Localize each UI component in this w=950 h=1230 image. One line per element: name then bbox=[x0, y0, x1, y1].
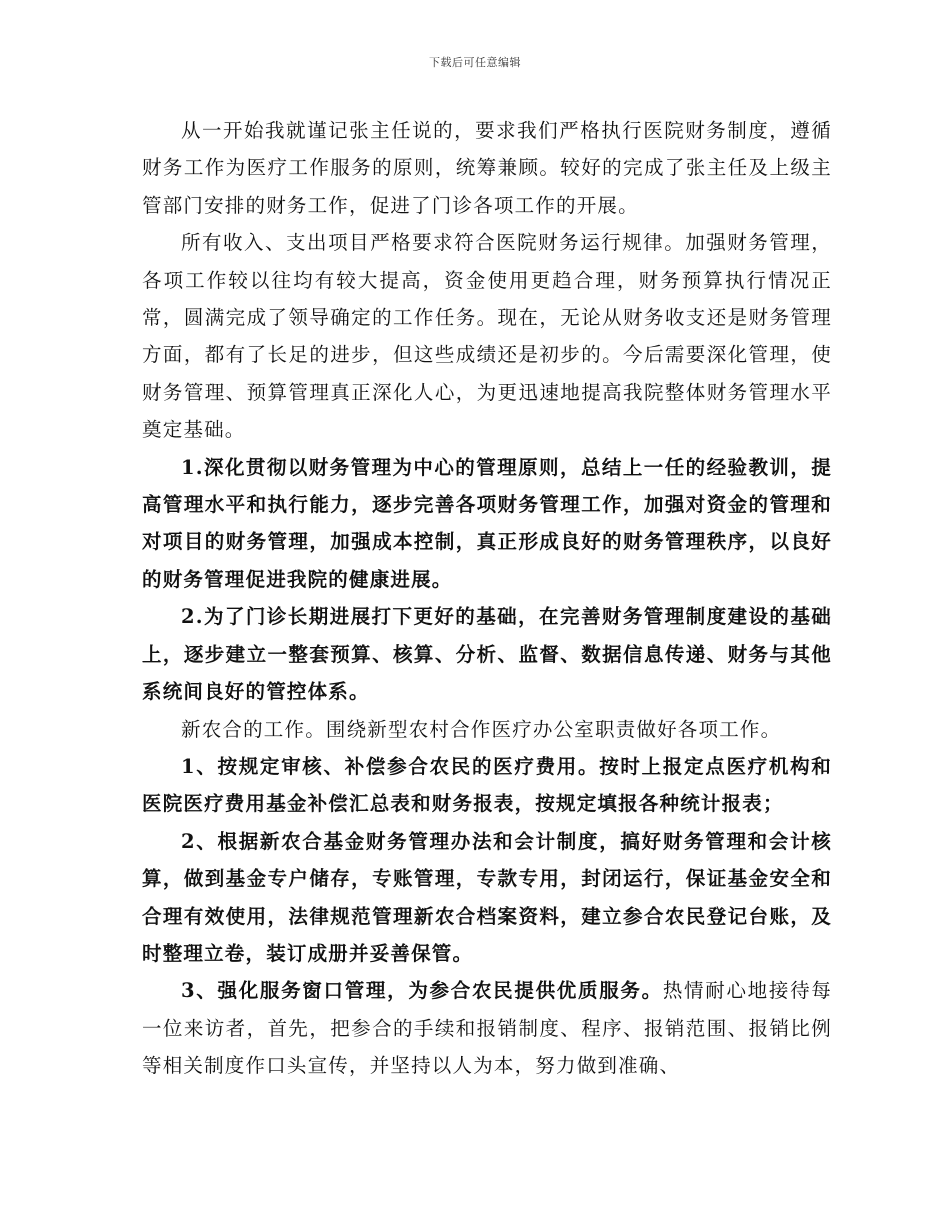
paragraph-ncms-2: 2、根据新农合基金财务管理办法和会计制度，搞好财务管理和会计核算，做到基金专户储存，专账管理，专款专用，封闭运行，保证基金安全和合理有效使用，法律规范管理新农合档案资料，建立参合农民登记台账，及时整理立卷，装订成册并妥善保管。 bbox=[142, 829, 832, 965]
paragraph-ncms-intro: 新农合的工作。围绕新型农村合作医疗办公室职责做好各项工作。 bbox=[181, 717, 782, 741]
paragraph-ncms-3-heading: 3、强化服务窗口管理，为参合农民提供优质服务。 bbox=[181, 979, 663, 1003]
paragraph-item-1: 1.深化贯彻以财务管理为中心的管理原则，总结上一任的经验教训，提高管理水平和执行能力，逐步完善各项财务管理工作，加强对资金的管理和对项目的财务管理，加强成本控制，真正形成良好的财务管理秩序，以良好的财务管理促进我院的健康进展。 bbox=[142, 455, 832, 591]
header-note: 下载后可任意编辑 bbox=[429, 56, 521, 69]
paragraph-ncms-1: 1、按规定审核、补偿参合农民的医疗费用。按时上报定点医疗机构和医院医疗费用基金补偿汇总表和财务报表，按规定填报各种统计报表； bbox=[142, 754, 832, 816]
paragraph-ncms-3-body: 热情耐心地接待每一位来访者，首先，把参合的手续和报销制度、程序、报销范围、报销比例等相关制度作口头宣传，并坚持以人为本，努力做到准确、 bbox=[142, 979, 832, 1078]
paragraph-1: 从一开始我就谨记张主任说的，要求我们严格执行医院财务制度，遵循财务工作为医疗工作服务的原则，统筹兼顾。较好的完成了张主任及上级主管部门安排的财务工作，促进了门诊各项工作的开展。 bbox=[142, 119, 832, 217]
paragraph-2: 所有收入、支出项目严格要求符合医院财务运行规律。加强财务管理，各项工作较以往均有较大提高，资金使用更趋合理，财务预算执行情况正常，圆满完成了领导确定的工作任务。现在，无论从财务收支还是财务管理方面，都有了长足的进步，但这些成绩还是初步的。今后需要深化管理，使财务管理、预算管理真正深化人心，为更迅速地提高我院整体财务管理水平奠定基础。 bbox=[142, 231, 832, 442]
paragraph-ncms-3 bbox=[142, 972, 832, 1084]
document-body bbox=[142, 112, 832, 1085]
paragraph-item-2: 2.为了门诊长期进展打下更好的基础，在完善财务管理制度建设的基础上，逐步建立一整套预算、核算、分析、监督、数据信息传递、财务与其他系统间良好的管控体系。 bbox=[142, 605, 832, 704]
